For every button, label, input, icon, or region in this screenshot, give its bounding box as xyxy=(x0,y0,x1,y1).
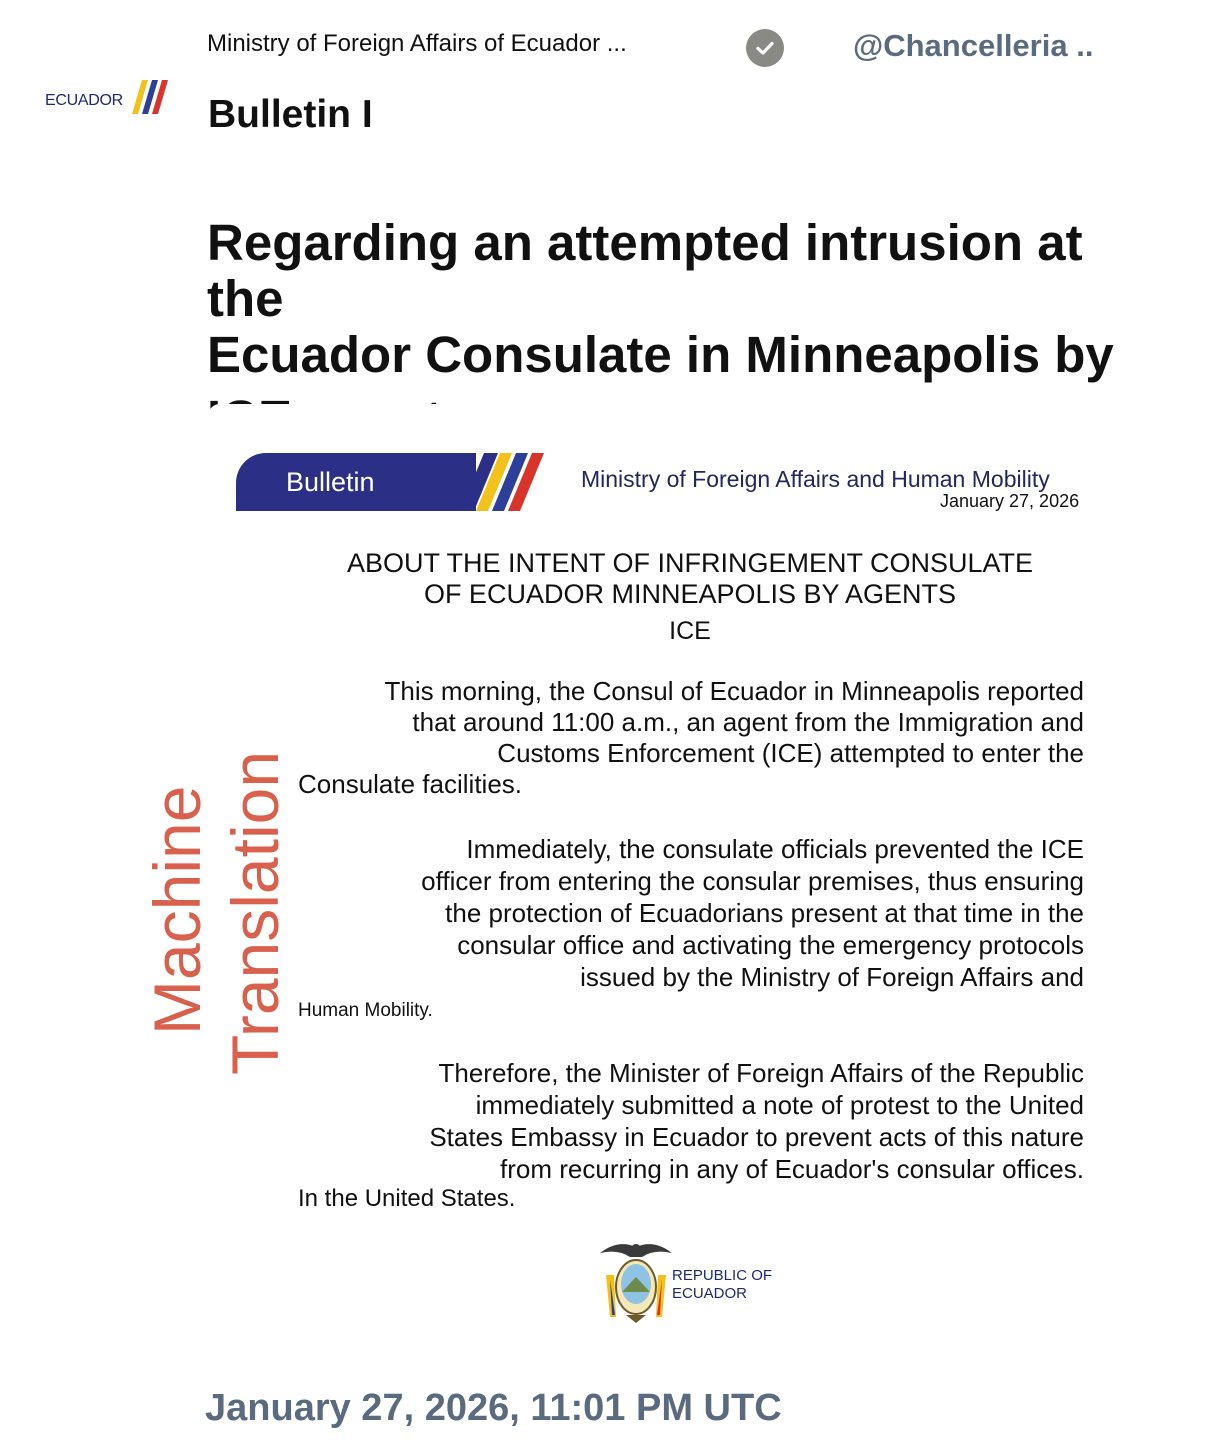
post-timestamp[interactable]: January 27, 2026, 11:01 PM UTC xyxy=(205,1387,782,1429)
seal-text-line: REPUBLIC OF xyxy=(672,1267,773,1284)
check-circle-icon xyxy=(746,29,784,67)
bulletin-paragraph-2 xyxy=(298,833,1084,1027)
avatar[interactable] xyxy=(38,78,176,122)
mt-line-1: Machine xyxy=(140,785,214,1035)
post-title: Bulletin I xyxy=(208,93,373,136)
paragraph-line: immediately submitted a note of protest to the United xyxy=(475,1090,1084,1120)
machine-translation-label xyxy=(140,740,292,1080)
paragraph-line: In the United States. xyxy=(298,1185,516,1212)
bulletin-heading xyxy=(300,548,1080,647)
heading-line-1: ABOUT THE INTENT OF INFRINGEMENT CONSULATE xyxy=(346,548,1034,578)
paragraph-line: Customs Enforcement (ICE) attempted to enter the xyxy=(497,738,1084,768)
headline-line-2: Ecuador Consulate in Minneapolis by xyxy=(207,326,1114,383)
seal-text-line: ECUADOR xyxy=(672,1285,748,1302)
avatar-text: ECUADOR xyxy=(45,92,123,109)
headline-line-1: Regarding an attempted intrusion at the xyxy=(207,214,1083,327)
coat-of-arms-icon xyxy=(598,1237,674,1325)
paragraph-line: This morning, the Consul of Ecuador in Minneapolis reported xyxy=(384,676,1084,706)
mt-line-2: Translation xyxy=(218,750,292,1075)
bulletin-tab xyxy=(236,453,476,511)
author-name[interactable]: Ministry of Foreign Affairs of Ecuador ... xyxy=(207,30,627,57)
paragraph-line: the protection of Ecuadorians present at that time in the xyxy=(445,898,1084,928)
paragraph-line: Immediately, the consulate officials prevented the ICE xyxy=(466,834,1084,864)
flag-stripes-icon xyxy=(132,80,172,116)
paragraph-line: officer from entering the consular premises, thus ensuring xyxy=(421,866,1084,896)
bulletin-date: January 27, 2026 xyxy=(940,491,1080,511)
ministry-name: Ministry of Foreign Affairs and Human Mobility xyxy=(581,466,1050,492)
paragraph-line: Consulate facilities. xyxy=(298,769,522,799)
paragraph-line: Human Mobility. xyxy=(298,1000,433,1021)
paragraph-line: States Embassy in Ecuador to prevent acts of this nature xyxy=(429,1122,1084,1152)
flag-stripes-icon xyxy=(460,453,546,513)
bulletin-paragraph-1 xyxy=(298,676,1084,800)
paragraph-line: consular office and activating the emergency protocols xyxy=(457,930,1084,960)
paragraph-line: that around 11:00 a.m., an agent from the Immigration and xyxy=(412,707,1084,737)
author-handle[interactable]: @Chancelleria .. xyxy=(853,28,1094,63)
bulletin-paragraph-3 xyxy=(298,1057,1084,1215)
bulletin-tab-label: Bulletin xyxy=(286,467,375,497)
seal-text xyxy=(672,1267,772,1303)
paragraph-line: from recurring in any of Ecuador's consular offices. xyxy=(500,1154,1084,1184)
heading-line-2: OF ECUADOR MINNEAPOLIS BY AGENTS xyxy=(423,579,957,609)
paragraph-line: Therefore, the Minister of Foreign Affairs of the Republic xyxy=(438,1058,1084,1088)
paragraph-line: issued by the Ministry of Foreign Affairs and xyxy=(580,962,1084,992)
heading-line-3: ICE xyxy=(669,617,711,645)
